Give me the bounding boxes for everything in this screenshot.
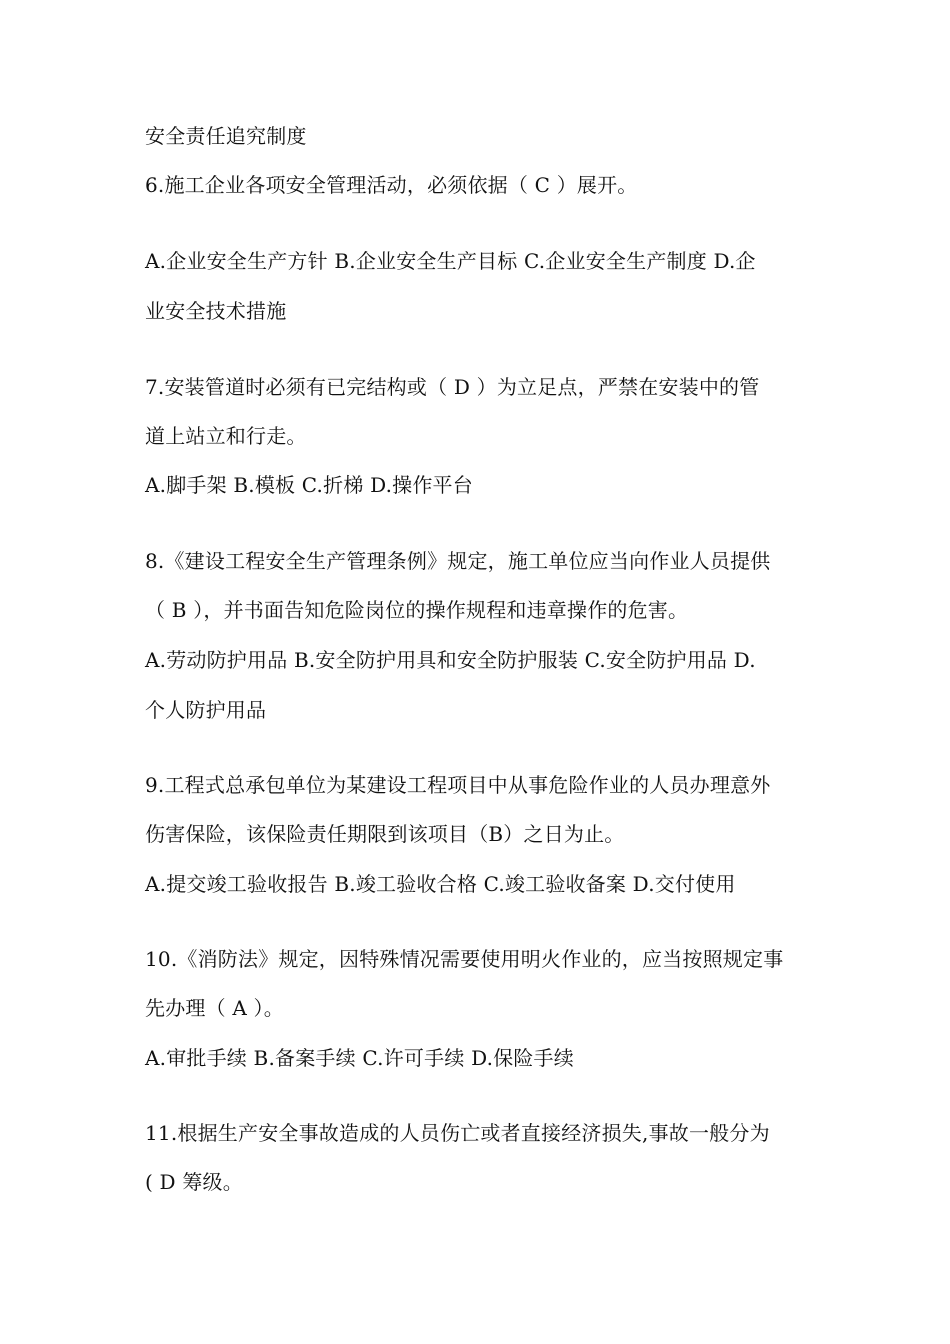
question-8-stem-line-2: （ B ），并书面告知危险岗位的操作规程和违章操作的危害。 <box>145 598 689 622</box>
question-8-options-line-2: 个人防护用品 <box>145 698 267 722</box>
question-9-options-line-1: A.提交竣工验收报告 B.竣工验收合格 C.竣工验收备案 D.交付使用 <box>145 872 736 896</box>
question-10-stem-line-2: 先办理（ A ）。 <box>145 996 284 1020</box>
intro-line: 安全责任追究制度 <box>145 124 307 148</box>
question-8-stem-line-1: 8.《建设工程安全生产管理条例》规定，施工单位应当向作业人员提供 <box>145 549 771 573</box>
question-11-stem-line-2: ( D 筹级。 <box>145 1170 243 1194</box>
question-7-stem-line-1: 7.安装管道时必须有已完结构或（ D ）为立足点，严禁在安装中的管 <box>145 375 760 399</box>
question-6-options-line-2: 业安全技术措施 <box>145 299 287 323</box>
question-7-stem-line-2: 道上站立和行走。 <box>145 424 307 448</box>
question-11-stem-line-1: 11.根据生产安全事故造成的人员伤亡或者直接经济损失,事故一般分为 <box>145 1121 770 1145</box>
question-9-stem-line-2: 伤害保险，该保险责任期限到该项目（B）之日为止。 <box>145 822 625 846</box>
question-8-options-line-1: A.劳动防护用品 B.安全防护用具和安全防护服装 C.安全防护用品 D. <box>145 648 756 672</box>
question-10-stem-line-1: 10.《消防法》规定，因特殊情况需要使用明火作业的，应当按照规定事 <box>145 947 784 971</box>
question-7-options-line-1: A.脚手架 B.模板 C.折梯 D.操作平台 <box>145 473 473 497</box>
question-6-stem-line-1: 6.施工企业各项安全管理活动，必须依据（ C ）展开。 <box>145 173 638 197</box>
question-10-options-line-1: A.审批手续 B.备案手续 C.许可手续 D.保险手续 <box>145 1046 574 1070</box>
question-9-stem-line-1: 9.工程式总承包单位为某建设工程项目中从事危险作业的人员办理意外 <box>145 773 771 797</box>
question-6-options-line-1: A.企业安全生产方针 B.企业安全生产目标 C.企业安全生产制度 D.企 <box>145 249 756 273</box>
